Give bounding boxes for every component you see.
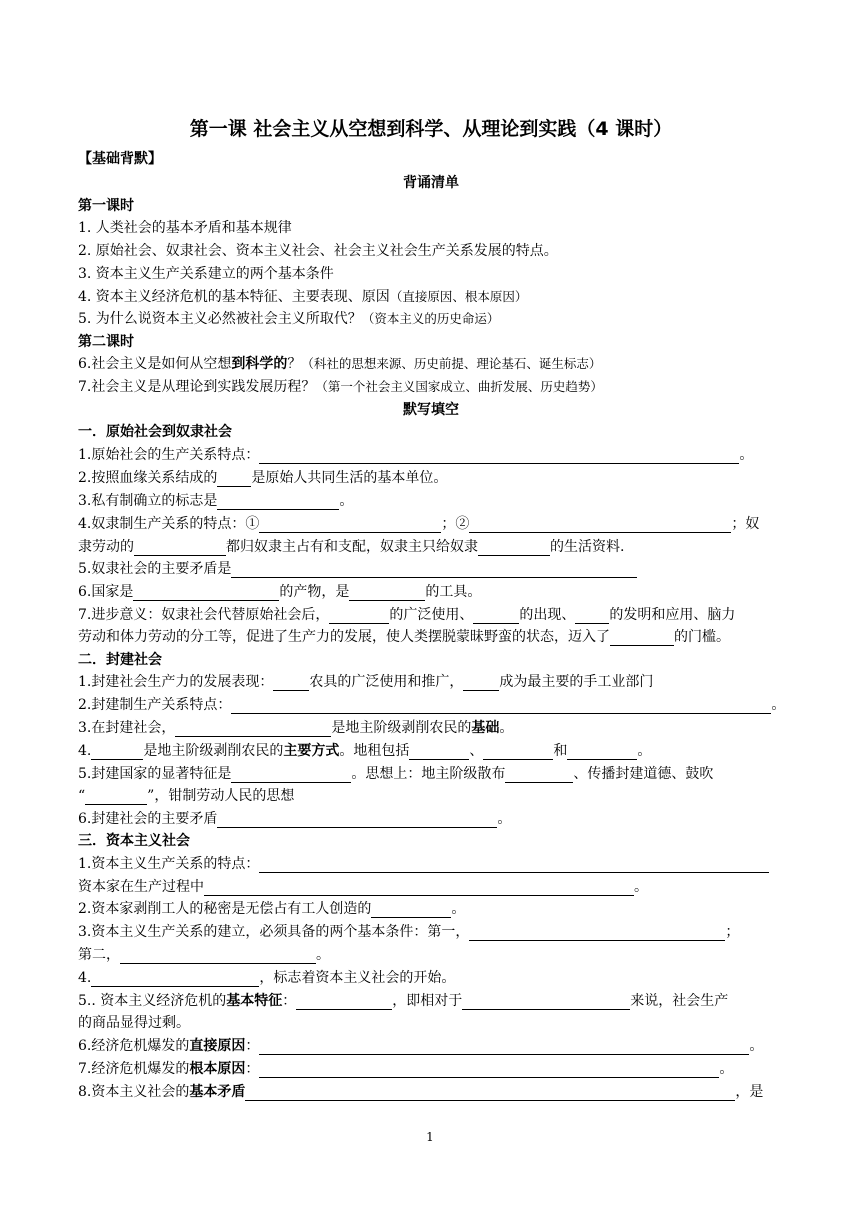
list-item: 2. 原始社会、奴隶社会、资本主义社会、社会主义社会生产关系发展的特点。 — [78, 243, 558, 259]
page-number: 1 — [426, 1130, 434, 1144]
fill-line: 7.进步意义：奴隶社会代替原始社会后， 的广泛使用、 的出现、 的发明和应用、脑力 — [78, 607, 736, 623]
fill-line: 5.奴隶社会的主要矛盾是 — [78, 560, 637, 578]
lesson2-heading: 第二课时 — [78, 334, 134, 350]
blank[interactable] — [371, 902, 451, 918]
section-basic-label: 【基础背默】 — [78, 151, 162, 167]
fill-line: 2.资本家剥削工人的秘密是无偿占有工人创造的 。 — [78, 901, 466, 917]
section-heading: 一．原始社会到奴隶社会 — [78, 424, 232, 440]
blank[interactable] — [473, 608, 519, 624]
blank[interactable] — [245, 1085, 735, 1101]
blank[interactable] — [259, 517, 441, 533]
blank[interactable] — [217, 471, 251, 487]
fill-line: 8.资本主义社会的基本矛盾 ，是 — [78, 1084, 764, 1100]
lesson1-heading: 第一课时 — [78, 198, 134, 214]
fill-line: 6.经济危机爆发的直接原因： 。 — [78, 1038, 764, 1054]
blank[interactable] — [575, 608, 609, 624]
list-item: 5. 为什么说资本主义必然被社会主义所取代？（资本主义的历史命运） — [78, 311, 500, 327]
blank[interactable] — [259, 1039, 749, 1055]
blank[interactable] — [231, 767, 351, 783]
fill-line: 1.封建社会生产力的发展表现： 农具的广泛使用和推广， 成为最主要的手工业部门 — [78, 674, 654, 690]
blank[interactable] — [91, 971, 259, 987]
blank[interactable] — [567, 744, 637, 760]
list-item: 7.社会主义是从理论到实践发展历程？（第一个社会主义国家成立、曲折发展、历史趋势） — [78, 379, 603, 395]
fill-line: 5.封建国家的显著特征是 。思想上：地主阶级散布 、传播封建道德、鼓吹 — [78, 766, 714, 782]
list-heading: 背诵清单 — [403, 175, 459, 191]
fill-line: 2.封建制生产关系特点： 。 — [78, 697, 786, 713]
fill-line: 1.资本主义生产关系的特点： — [78, 855, 769, 873]
fill-line: 6.封建社会的主要矛盾 。 — [78, 811, 512, 827]
fill-line: 1.原始社会的生产关系特点： 。 — [78, 447, 754, 463]
list-item: 6.社会主义是如何从空想到科学的？（科社的思想来源、历史前提、理论基石、诞生标志） — [78, 356, 602, 372]
blank[interactable] — [231, 562, 637, 578]
blank[interactable] — [120, 948, 316, 964]
blank[interactable] — [204, 880, 634, 896]
fill-line: 4. ，标志着资本主义社会的开始。 — [78, 970, 456, 986]
blank[interactable] — [469, 517, 731, 533]
fill-line: 4.奴隶制生产关系的特点：① ；② ；奴 — [78, 516, 760, 532]
blank[interactable] — [409, 744, 469, 760]
blank[interactable] — [478, 540, 550, 556]
section-heading: 三．资本主义社会 — [78, 833, 190, 849]
blank[interactable] — [133, 585, 279, 601]
blank[interactable] — [349, 585, 425, 601]
blank[interactable] — [469, 925, 725, 941]
blank[interactable] — [259, 1062, 719, 1078]
fill-line: 的商品显得过剩。 — [78, 1015, 190, 1031]
blank[interactable] — [273, 675, 309, 691]
list-item: 4. 资本主义经济危机的基本特征、主要表现、原因（直接原因、根本原因） — [78, 289, 528, 305]
blank[interactable] — [483, 744, 553, 760]
fill-line: 5.. 资本主义经济危机的基本特征： ，即相对于 来说，社会生产 — [78, 993, 729, 1009]
blank[interactable] — [296, 994, 392, 1010]
blank[interactable] — [505, 767, 573, 783]
fill-line: 2.按照血缘关系结成的 是原始人共同生活的基本单位。 — [78, 470, 448, 486]
fill-line: 3.资本主义生产关系的建立，必须具备的两个基本条件：第一， ； — [78, 924, 740, 940]
blank[interactable] — [175, 721, 331, 737]
section-heading: 二．封建社会 — [78, 652, 162, 668]
blank[interactable] — [217, 812, 497, 828]
fill-heading: 默写填空 — [403, 402, 459, 418]
page-title: 第一课 社会主义从空想到科学、从理论到实践（4 课时） — [189, 118, 673, 140]
blank[interactable] — [91, 744, 143, 760]
fill-line: 4. 是地主阶级剥削农民的主要方式。地租包括 、 和 。 — [78, 743, 652, 759]
fill-line: 7.经济危机爆发的根本原因： 。 — [78, 1061, 734, 1077]
fill-line: 第二， 。 — [78, 947, 330, 963]
blank[interactable] — [231, 698, 771, 714]
blank[interactable] — [259, 448, 739, 464]
blank[interactable] — [85, 789, 147, 805]
blank[interactable] — [610, 630, 674, 646]
fill-line: 6.国家是 的产物，是 的工具。 — [78, 584, 482, 600]
fill-line: 3.在封建社会， 是地主阶级剥削农民的基础。 — [78, 720, 514, 736]
list-item: 3. 资本主义生产关系建立的两个基本条件 — [78, 266, 334, 282]
list-item: 1. 人类社会的基本矛盾和基本规律 — [78, 220, 292, 236]
blank[interactable] — [259, 857, 769, 873]
blank[interactable] — [134, 540, 226, 556]
fill-line: 隶劳动的 都归奴隶主占有和支配，奴隶主只给奴隶 的生活资料. — [78, 539, 625, 555]
fill-line: “ ”，钳制劳动人民的思想 — [78, 788, 295, 804]
fill-line: 3.私有制确立的标志是 。 — [78, 493, 354, 509]
blank[interactable] — [463, 675, 499, 691]
blank[interactable] — [329, 608, 389, 624]
fill-line: 劳动和体力劳动的分工等，促进了生产力的发展，使人类摆脱蒙昧野蛮的状态，迈入了 的门槛。 — [78, 629, 730, 645]
fill-line: 资本家在生产过程中 。 — [78, 879, 648, 895]
blank[interactable] — [462, 994, 630, 1010]
blank[interactable] — [217, 494, 339, 510]
